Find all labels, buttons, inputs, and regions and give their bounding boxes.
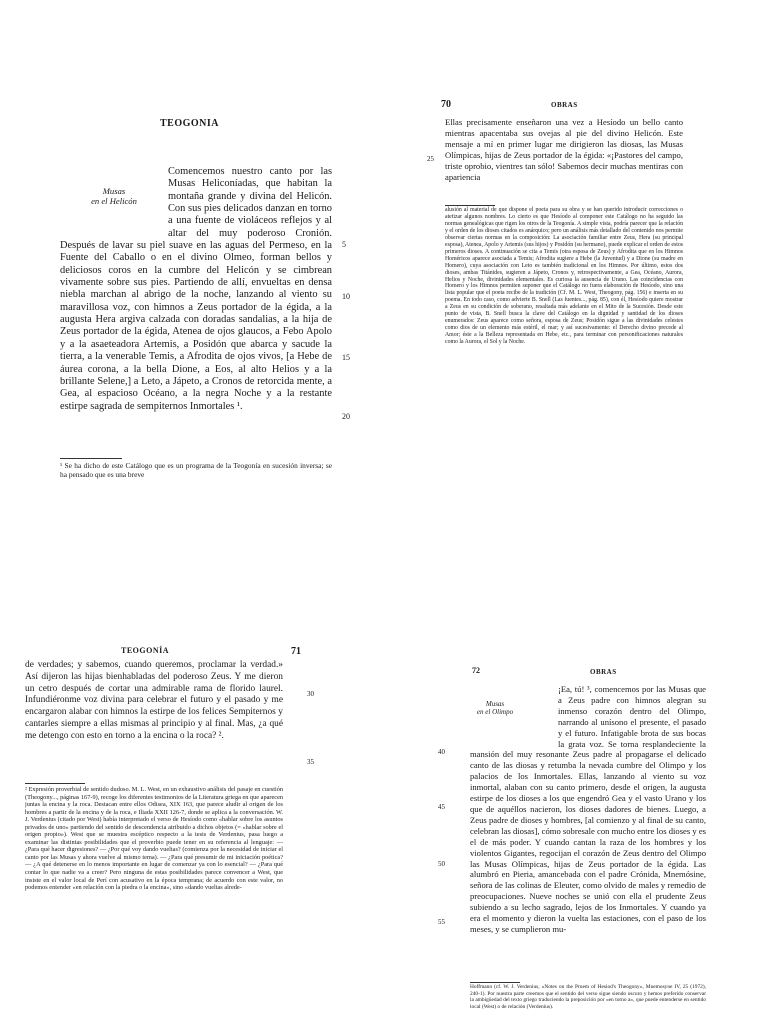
footnote-rule bbox=[445, 205, 495, 206]
page-number: 71 bbox=[291, 646, 301, 657]
body-text-content: ¡Ea, tú! ³, comencemos por las Musas que a Zeus padre con himnos alegran su inmenso corazón dentro del Olimpo, narrando al unísono el presente, el pasado y el futuro. Infatigable brota de sus bocas la grata voz. Se torna resplandeciente la mansión del muy resonante Zeus padre al propagarse el delicado canto de las diosas y retumba la nevada cumbre del Olimpo y los palacios de los Inmortales. Ellas, lanzando al viento su voz inmortal, alaban con su canto primero, desde el origen, la augusta estirpe de los dioses a los que engendró Gea y el vasto Urano y los que de aquéllos nacieron, los dioses dadores de bienes. Luego, a Zeus padre de dioses y hombres, [al comienzo y al final de su canto, celebran las diosas], cómo sobresale con mucho entre los dioses y es el de más poder. Y cuando cantan la raza de los hombres y los violentos Gigantes, regocijan el corazón de Zeus dentro del Olimpo las Musas Olímpicas, hijas de Zeus portador de la égida. Las alumbró en Pieria, amancebada con el padre Crónida, Mnemósine, señora de las colinas de Eleuter, como olvido de males y remedio de preocupaciones. Nueve noches se unió con ella el prudente Zeus subiendo a su lecho sagrado, lejos de los Inmortales. Y cuando ya era el momento y dieron la vuelta las estaciones, con el paso de los meses, y se cumplieron mu- bbox=[470, 684, 706, 934]
footnote-rule bbox=[60, 458, 122, 459]
running-header: TEOGONÍA bbox=[121, 646, 170, 655]
line-number: 50 bbox=[438, 860, 445, 868]
line-number: 25 bbox=[427, 155, 434, 163]
line-number: 15 bbox=[342, 353, 350, 362]
line-number: 45 bbox=[438, 803, 445, 811]
line-number: 20 bbox=[342, 412, 350, 421]
line-number: 55 bbox=[438, 918, 445, 926]
footnote-rule bbox=[470, 982, 520, 983]
margin-note: Musas en el Olimpo bbox=[476, 700, 514, 716]
footnote: alusión al material de que dispone el poeta para su obra y se han querido introducir correcciones o atetizar algunos nombres. Lo cierto es que Hesíodo al componer este Catálogo no ha seguido las normas genealógicas que rigen los otros de la Teogonía. A simple vista, podría parecer que la relación y el orden de los dioses citados es anárquico; pero un análisis más detallado del contenido nos permite observar ciertas normas en la composición: La asociación familiar entre Zeus, Hera (su principal esposa), Atenea, Apolo y Artemis (sus hijos) y Posidón (su hermano), puede explicar el orden de estos primeros dioses. A continuación se cita a Temis (otra esposa de Zeus) y Afrodita que en los Himnos Homéricos aparece asociada a Temis; Afrodita sugiere a Hebe (la Juventud) y a Dione (su madre en Homero), cuya asociación con Leto es también tradicional en los Himnos. Por último, estos dos dioses, ambas Titánides, sugieren a Jápeto, Cronos y, retrospectivamente, a Gea, Océano, Aurora, Helios y Noche, divinidades elementales. Es curiosa la ausencia de Urano. Las coincidencias con Homero y los Himnos permiten suponer que el Catálogo no fuera elaboración de Hesíodo, sino una lista popular que el poeta recibe de la tradición (Cf. M. L. West, Theogony, pág. 156) e inserta en su poema. En todo caso, como advierte B. Snell (Las fuentes..., pág. 85), con él, Hesíodo quiere mostrar a Zeus en su condición de soberano, resaltada más adelante en el Mito de la Sucesión. Desde este punto de vista, B. Snell busca la clave del Catálogo en la dignidad y santidad de los dioses enumerados: Zeus aparece como señora, esposa de Zeus; Posidón sigue a las divinidades celestes como dios de un elemento más estéril, el mar; y así sucesivamente: el Derecho divino precede al Amor; éste a la Belleza representada en Hebe, etc., para terminar con personificaciones naturales como la Aurora, el Sol y la Noche. bbox=[445, 207, 683, 346]
body-text bbox=[60, 166, 332, 413]
page-teogonia-top bbox=[60, 110, 360, 520]
line-number: 35 bbox=[307, 758, 314, 766]
line-number: 10 bbox=[342, 292, 350, 301]
page-obras-top bbox=[425, 95, 705, 520]
margin-note: Musas en el Helicón bbox=[91, 186, 137, 206]
margin-spacer bbox=[60, 166, 168, 240]
footnote: ² Expresión proverbial de sentido dudoso. M. L. West, en un exhaustivo análisis del pasaje en cuestión (Theogony..., páginas 167-9), recoge los diferentes testimonios de la Literatura griega en que aparecen juntas la encina y la roca. Destacan entre ellos Odisea, XIX 163, que parece aludir al origen de los hombres a partir de la encina y de la roca, e Iliada XXII 126-7, donde se aplica a la conversación. W. J. Verdenius (citado por West) había interpretado el verso de Hesíodo como «hablar sobre los asuntos privados de uno» partiendo del sentido de descendencia atribuido a dichos objetos (= «hablar sobre el origen propio»). West que se muestra escéptico respecto a la tesis de Verdenius, pasa luego a examinar las distintas posibilidades que el proverbio puede tener en su referencia al lenguaje: — ¿Para qué hacer digresiones? — ¿Por qué voy dando vueltas? (comienza por la necesidad de iniciar el canto por las Musas y ahora vuelve al mismo tema). — ¿Para qué presumir de mi iniciación poética? — ¿A qué detenerse en lo menos importante en lugar de comenzar ya con lo esencial? — ¿Para qué contar lo que nadie va a creer? Pero ninguna de estas posibilidades parece convencer a West, que insiste en el valor local de Perí con acusativo en la época temprana; de acuerdo con este valor, no podemos entender «en relación con la piedra o la encina», sino «dando vueltas alrede- bbox=[25, 786, 284, 892]
body-text: Ellas precisamente enseñaron una vez a Hesíodo un bello canto mientras apacentaba sus ovejas al pie del divino Helicón. Este mensaje a mí en primer lugar me dirigieron las diosas, las Musas Olímpicas, hijas de Zeus portador de la égida: «¡Pastores del campo, triste oprobio, vientres tan sólo! Sabemos decir muchas mentiras con apariencia bbox=[445, 117, 683, 182]
line-number: 30 bbox=[307, 690, 314, 698]
page-number: 72 bbox=[472, 666, 480, 675]
page-number: 70 bbox=[441, 99, 451, 110]
body-text: de verdades; y sabemos, cuando queremos, proclamar la verdad.» Así dijeron las hijas bienhabladas del poderoso Zeus. Y me dieron un cetro después de cortar una admirable rama de florido laurel. Infundiéronme voz divina para celebrar el futuro y el pasado y me encargaron alabar con himnos la estirpe de los felices Sempiternos y cantarles siempre a ellas mismas al principio y al final. Mas, ¿a qué me detengo con esto en torno a la encina o la roca? ². bbox=[25, 660, 283, 741]
body-text-content: Comencemos nuestro canto por las Musas Heliconíadas, que habitan la montaña grande y divina del Helicón. Con sus pies delicados danzan en torno a una fuente de violáceos reflejos y al altar del muy poderoso Cronión. Después de lavar su piel suave en las aguas del Permeso, en la Fuente del Caballo o en el divino Olmeo, forman bellos y deliciosos coros en la cumbre del Helicón y se cimbrean vivamente sobre sus pies. Partiendo de allí, envueltas en densa niebla marchan al abrigo de la noche, lanzando al viento su maravillosa voz, con himnos a Zeus portador de la égida, a la augusta Hera argiva calzada con doradas sandalias, a la hija de Zeus portador de la égida, Atenea de ojos glaucos, a Febo Apolo y a la asaeteadora Artemis, a Posidón que abarca y sacude la tierra, a la venerable Temis, a Afrodita de ojos vivos, [a Hebe de áurea corona, a la bella Dione, a Eos, al alto Helios y a la brillante Selene,] a Leto, a Jápeto, a Cronos de retorcida mente, a Gea, al espacioso Océano, a la negra Noche y a la restante estirpe sagrada de sempiternos Inmortales ¹. bbox=[60, 166, 332, 412]
body-text bbox=[470, 684, 706, 980]
page-teogonia-bottom bbox=[25, 640, 325, 1024]
running-header: OBRAS bbox=[551, 101, 578, 109]
page-obras-bottom bbox=[430, 662, 715, 1024]
running-header: TEOGONIA bbox=[160, 118, 220, 129]
footnote: Hoffmann (cf. W. J. Verdenius, «Notes on the Proem of Hesiod's Theogony», Mnemosyne IV, 25 (1972), 240-1). Por nuestra parte creemos que el sentido del verso sigue siendo oscuro y hemos preferido conservar la ambigüedad del texto griego traduciendo la preposición por «en torno a», que puede entenderse en sentido local (West) o de relación (Verdenius). bbox=[470, 984, 706, 1010]
footnote-rule bbox=[25, 783, 85, 784]
margin-spacer bbox=[470, 684, 558, 748]
line-number: 40 bbox=[438, 748, 445, 756]
running-header: OBRAS bbox=[590, 668, 617, 676]
footnote: ¹ Se ha dicho de este Catálogo que es un programa de la Teogonía en sucesión inversa; se ha pensado que es una breve bbox=[60, 461, 332, 480]
line-number: 5 bbox=[342, 240, 346, 249]
